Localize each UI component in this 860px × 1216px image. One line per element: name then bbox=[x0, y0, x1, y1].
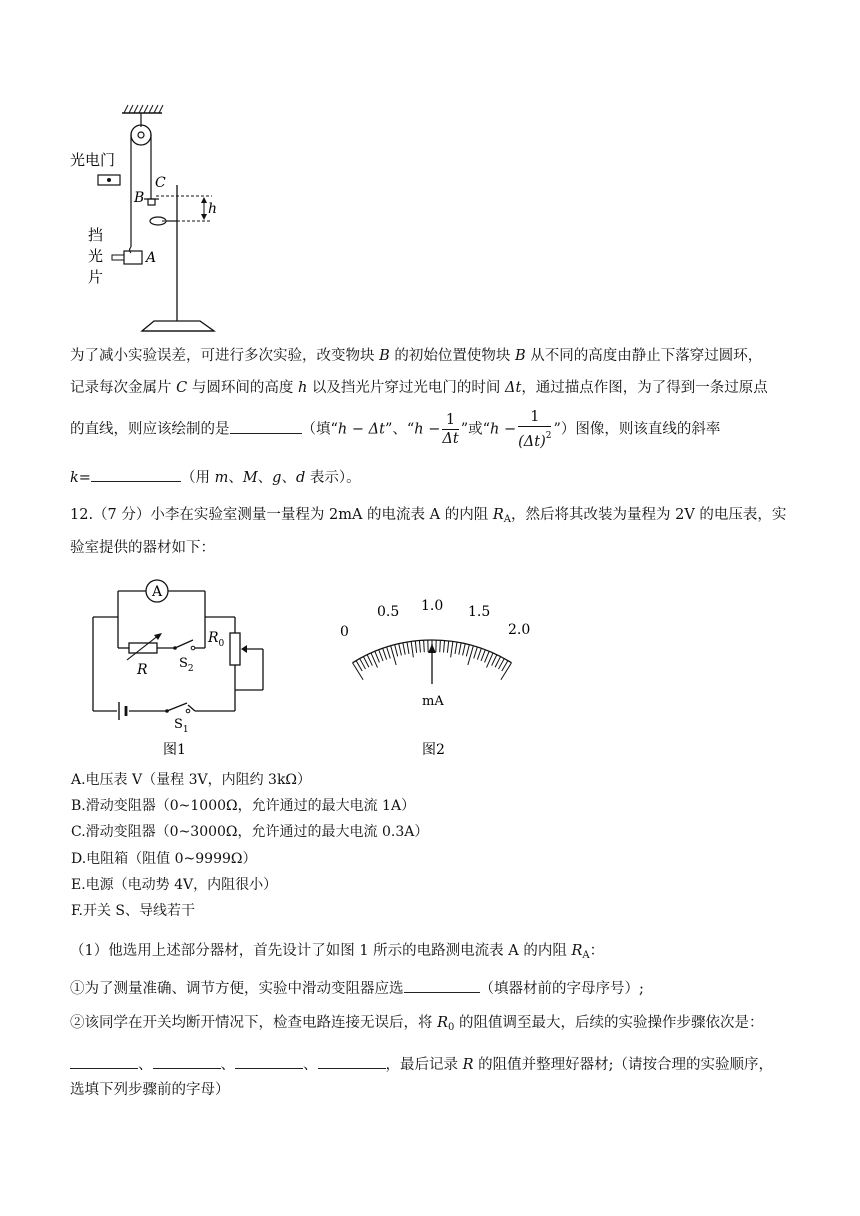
dial-tick bbox=[492, 655, 497, 666]
answer-blank-slope[interactable] bbox=[91, 466, 181, 482]
dial-tick-label-0: 0 bbox=[340, 624, 349, 640]
dial-tick bbox=[407, 642, 409, 654]
dial-tick bbox=[451, 641, 453, 657]
dial-tick bbox=[459, 643, 461, 655]
answer-blank-rheostat[interactable] bbox=[404, 977, 480, 993]
para1-line4: k= （用 m、M、g、d 表示）。 bbox=[70, 466, 361, 488]
resistor-r-label: R bbox=[137, 662, 148, 678]
dial-tick bbox=[367, 655, 372, 666]
photogate-label: 光电门 bbox=[70, 151, 116, 169]
dial-tick bbox=[477, 648, 481, 659]
dial-tick-label-1-0: 1.0 bbox=[421, 598, 444, 614]
answer-blank-step-1[interactable] bbox=[70, 1053, 138, 1069]
dial-tick bbox=[463, 644, 466, 656]
q12-line1: 12.（7 分）小李在实验室测量一量程为 2mA 的电流表 A 的内阻 $R_A$，然后将其改装为量程为 2V 的电压表，实 bbox=[70, 507, 787, 525]
dial-tick bbox=[375, 651, 380, 662]
dial-tick bbox=[353, 663, 364, 680]
dial-tick bbox=[383, 648, 387, 659]
resistor-r0-label: $R_0$ bbox=[208, 630, 225, 649]
switch-s2-label: $S_2$ bbox=[179, 656, 194, 674]
dial-tick bbox=[387, 647, 391, 658]
dial-tick bbox=[395, 645, 398, 657]
answer-blank-step-4[interactable] bbox=[318, 1053, 386, 1069]
equipment-item-e: E.电源（电动势 4V，内阻很小） bbox=[71, 877, 278, 893]
dial-tick bbox=[419, 641, 420, 653]
dial-tick bbox=[415, 641, 416, 653]
dial-tick bbox=[485, 651, 490, 662]
dial-tick bbox=[440, 640, 441, 652]
label-shade-1: 挡 bbox=[88, 226, 104, 244]
dial-tick bbox=[444, 641, 445, 653]
meter-dial-figure-2 bbox=[330, 590, 540, 765]
answer-blank-step-3[interactable] bbox=[235, 1053, 303, 1069]
dial-pointer-head bbox=[428, 644, 436, 653]
dial-tick-label-0-5: 0.5 bbox=[377, 604, 400, 620]
dial-tick bbox=[399, 644, 402, 656]
dial-tick bbox=[501, 663, 512, 680]
equipment-item-b: B.滑动变阻器（0~1000Ω，允许通过的最大电流 1A） bbox=[71, 798, 416, 814]
label-h: h bbox=[208, 201, 218, 217]
answer-blank-graph[interactable] bbox=[230, 418, 302, 434]
part1-line5: 选填下列步骤前的字母） bbox=[70, 1082, 230, 1098]
para1-line2: 记录每次金属片 C 与圆环间的高度 h 以及挡光片穿过光电门的时间 Δt，通过描点作图，为了得到一条过原点 bbox=[70, 380, 768, 396]
switch-s1-label: $S_1$ bbox=[174, 717, 189, 735]
label-shade-2: 光 bbox=[88, 247, 104, 265]
dial-tick bbox=[447, 641, 448, 653]
part1-line3: ②该同学在开关均断开情况下，检查电路连接无误后，将 $R_0$ 的阻值调至最大，后续的实验操作步骤依次是： bbox=[70, 1015, 764, 1033]
dial-unit-label: mA bbox=[422, 694, 444, 709]
dial-tick bbox=[481, 650, 485, 661]
figure-1-caption: 图1 bbox=[163, 742, 186, 758]
label-b: B bbox=[134, 190, 145, 206]
label-c: C bbox=[155, 175, 166, 191]
label-shade-3: 片 bbox=[88, 268, 104, 286]
answer-blank-step-2[interactable] bbox=[153, 1053, 221, 1069]
fraction-1-over-dt: $\frac{1}{\Delta t}$ bbox=[442, 412, 459, 447]
dial-tick bbox=[379, 650, 383, 661]
dial-tick bbox=[403, 643, 405, 655]
para1-line1: 为了减小实验误差，可进行多次实验，改变物块 B 的初始位置使物块 B 从不同的高度由静止下落穿过圆环， bbox=[70, 348, 763, 364]
dial-tick-label-2-0: 2.0 bbox=[508, 622, 531, 638]
dial-tick bbox=[363, 657, 368, 668]
dial-tick bbox=[411, 641, 413, 657]
ammeter-label: A bbox=[152, 584, 163, 600]
dial-tick bbox=[424, 640, 425, 652]
equipment-item-d: D.电阻箱（阻值 0~9999Ω） bbox=[71, 851, 257, 867]
equipment-item-a: A.电压表 V（量程 3V，内阻约 3kΩ） bbox=[71, 772, 312, 788]
label-a: A bbox=[146, 250, 157, 266]
equipment-item-f: F.开关 S、导线若干 bbox=[71, 903, 196, 919]
para1-line3: 的直线，则应该绘制的是 （填“h − Δt”、“h − $\frac{1}{\Delta t}$ ”或“h − $\frac{1}{(\Delta t)^2}$ ”）图像，则该直线的斜率 bbox=[70, 409, 721, 450]
dial-tick-label-1-5: 1.5 bbox=[468, 604, 491, 620]
dial-tick bbox=[474, 647, 478, 658]
circuit-figure-1 bbox=[85, 572, 275, 762]
dial-tick bbox=[495, 657, 500, 668]
part1-line2: ①为了测量准确、调节方便，实验中滑动变阻器应选 （填器材前的字母序号）; bbox=[70, 977, 644, 999]
q12-line2: 验室提供的器材如下： bbox=[70, 540, 215, 556]
fraction-1-over-dt-squared: $\frac{1}{(\Delta t)^2}$ bbox=[518, 409, 552, 450]
equipment-item-c: C.滑动变阻器（0~3000Ω，允许通过的最大电流 0.3A） bbox=[71, 824, 429, 840]
part1-line1: （1）他选用上述部分器材，首先设计了如图 1 所示的电路测电流表 A 的内阻 $R_A$： bbox=[70, 943, 605, 961]
dial-tick bbox=[466, 645, 469, 657]
dial-tick bbox=[455, 642, 457, 654]
pulley-apparatus-figure bbox=[70, 95, 230, 340]
part1-line4: 、 、 、 ，最后记录 R 的阻值并整理好器材;（请按合理的实验顺序， bbox=[70, 1053, 773, 1075]
figure-2-caption: 图2 bbox=[422, 742, 445, 758]
